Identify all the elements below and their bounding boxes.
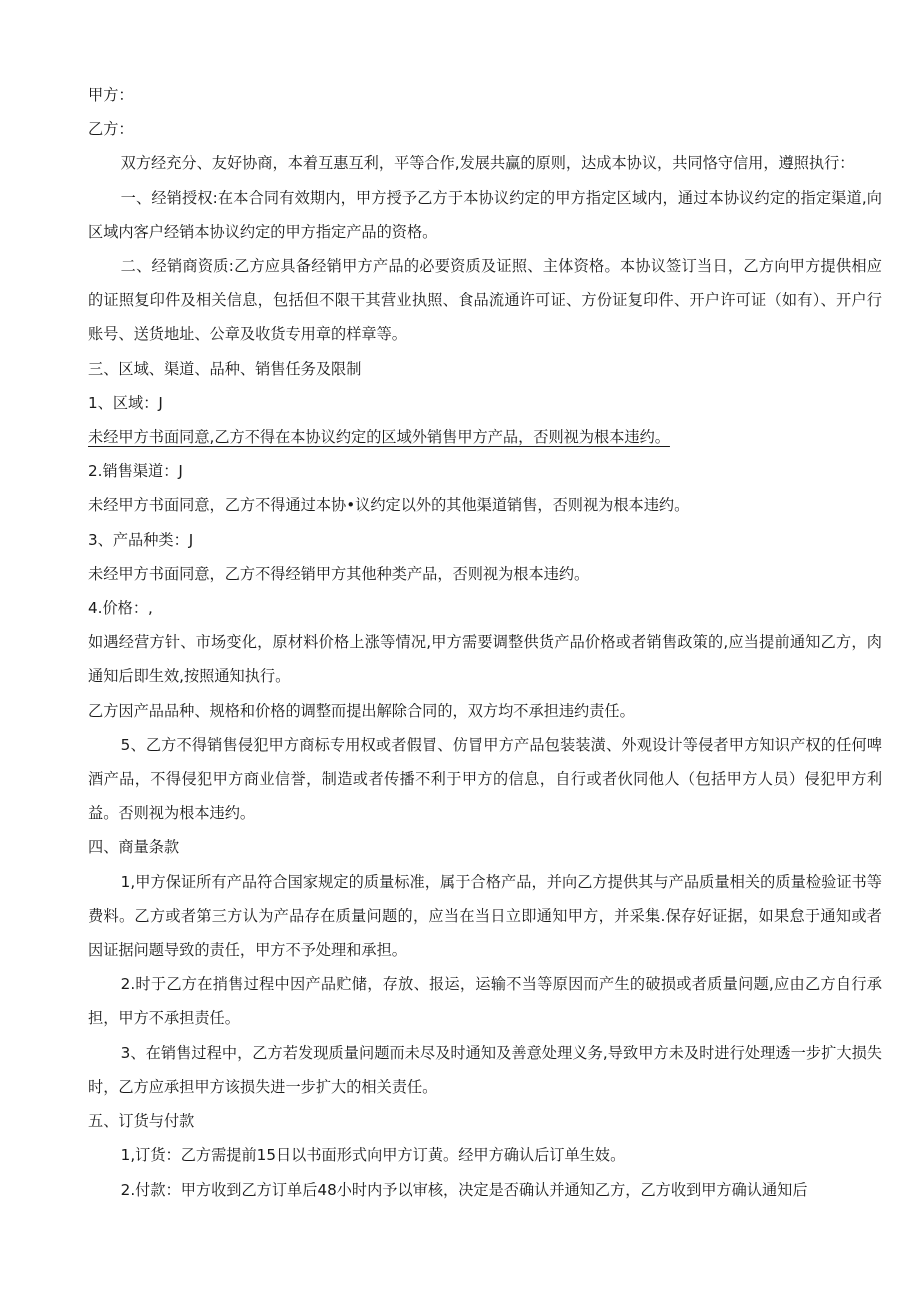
item-product-heading: 3、产品种类：J: [88, 530, 194, 549]
section-4-heading: 四、商量条款: [88, 838, 180, 857]
payment-clause-2: 2.付款：甲方收到乙方订单后48小时内予以审核，决定是否确认并通知乙方，乙方收到甲方确认通知后: [120, 1180, 808, 1199]
item-5-infringement: 5、乙方不得销售侵犯甲方商标专用权或者假冒、仿冒甲方产品包装装潢、外观设计等侵者甲方知识产权的任何啤酒产品，不得侵犯甲方商业信誉，制造或者传播不利于甲方的信息，自行或者伙同他人（包括甲方人员）侵犯甲方利益。否则视为根本违约。: [88, 735, 882, 823]
item-region-heading: 1、区域：J: [88, 393, 163, 412]
item-channel-heading: 2.销售渠道：J: [88, 462, 183, 481]
quality-clause-3: 3、在销售过程中，乙方若发现质量问题而未尽及时通知及善意处理义务,导致甲方未及时进行处理透一步扩大损失时，乙方应承担甲方该损失进一步扩大的相关责任。: [88, 1043, 882, 1096]
quality-clause-1: 1,甲方保证所有产品符合国家规定的质量标准，属于合格产品，并向乙方提供其与产品质量相关的质量检验证书等费料。乙方或者第三方认为产品存在质量问题的，应当在当日立即通知甲方，并采集.保存好证据，如果怠于通知或者因证据问题导致的责任，甲方不予处理和承担。: [88, 872, 882, 960]
quality-clause-2: 2.时于乙方在捎售过程中因产品贮储，存放、报运，运输不当等原因而产生的破损或者质量问题,应由乙方自行承担，甲方不承担责任。: [88, 975, 882, 1028]
item-region-text: [88, 420, 882, 454]
clause-2-qualification: 二、经销商资质:乙方应具备经销甲方产品的必要资质及证照、主体资格。本协议签订当日，乙方向甲方提供相应的证照复印件及相关信息，包括但不限干其营业执照、食品流通许可证、方份证复印件、开户许可证（如有）、开户行账号、送货地址、公章及收货专用章的样章等。: [88, 257, 882, 344]
preamble-paragraph: 双方经充分、友好协商，本着互惠互利，平等合作,发展共赢的原则，达成本协议，共同恪守信用，遵照执行：: [120, 154, 855, 173]
clause-1-authorization: 一、经销授权:在本合同有效期内，甲方授予乙方于本协议约定的甲方指定区域内，通过本协议约定的指定渠道,向区域内客户经销本协议约定的甲方指定产品的资格。: [88, 188, 882, 241]
item-region-underlined: 未经甲方书面同意,乙方不得在本协议约定的区域外销售甲方产品，否则视为根本违约。: [88, 428, 670, 447]
item-price-text: 如遇经营方针、市场变化，原材料价格上涨等情况,甲方需要调整供货产品价格或者销售政策的,应当提前通知乙方，肉通知后即生效,按照通知执行。: [88, 633, 882, 686]
section-5-heading: 五、订货与付款: [88, 1112, 195, 1131]
item-price-heading: 4.价格：,: [88, 599, 153, 618]
section-3-heading: 三、区域、渠道、品种、销售任务及限制: [88, 359, 362, 378]
party-a-line: 甲方：: [88, 86, 134, 104]
document-body: [88, 78, 882, 1207]
party-b-line: 乙方：: [88, 120, 134, 139]
item-product-text: 未经甲方书面同意，乙方不得经销甲方其他种类产品，否则视为根本违约。: [88, 564, 590, 583]
item-price-termination: 乙方因产品品种、规格和价格的调整而提出解除合同的，双方均不承担违约责任。: [88, 701, 635, 720]
order-clause-1: 1,订货：乙方需提前15日以书面形式向甲方订黄。经甲方确认后订单生妓。: [120, 1146, 626, 1165]
item-channel-text: 未经甲方书面同意，乙方不得通过本协•议约定以外的其他渠道销售，否则视为根本违约。: [88, 496, 690, 515]
